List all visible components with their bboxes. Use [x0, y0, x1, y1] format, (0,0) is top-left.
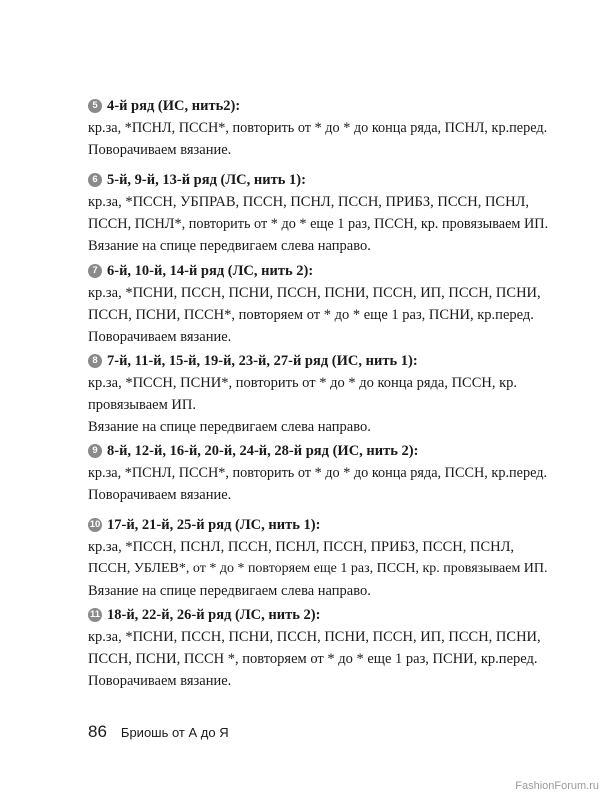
instruction-line: Вязание на спице передвигаем слева направо. — [88, 238, 371, 254]
instruction-line: кр.за, *ПСНИ, ПССН, ПСНИ, ПССН, ПСНИ, ПССН, ИП, ПССН, ПСНИ, — [88, 629, 541, 645]
instruction-section — [88, 169, 548, 257]
instruction-line: ПССН, ПСНИ, ПССН *, повторяем от * до * еще 1 раз, ПСНИ, кр.перед. — [88, 651, 538, 667]
step-number-badge: 11 — [89, 609, 101, 620]
row-heading — [88, 169, 548, 191]
step-number-badge: 10 — [89, 519, 101, 530]
step-number-badge: 9 — [88, 444, 102, 458]
row-heading-text: 6-й, 10-й, 14-й ряд (ЛС, нить 2): — [107, 263, 314, 279]
row-heading — [88, 604, 548, 626]
row-heading-text: 17-й, 21-й, 25-й ряд (ЛС, нить 1): — [107, 517, 321, 533]
instruction-line: кр.за, *ПССН, ПСНИ*, повторить от * до * до конца ряда, ПССН, кр. — [88, 375, 518, 391]
instruction-line — [88, 117, 548, 139]
row-heading — [88, 350, 548, 372]
row-heading-text: 8-й, 12-й, 16-й, 20-й, 24-й, 28-й ряд (ИС, нить 2): — [107, 443, 419, 459]
step-number-badge: 6 — [88, 173, 102, 187]
instruction-line: Поворачиваем вязание. — [88, 142, 232, 158]
page-number: 86 — [88, 722, 107, 741]
instruction-section — [88, 95, 548, 161]
instruction-line: провязываем ИП. — [88, 397, 196, 413]
step-number-badge: 8 — [88, 354, 102, 368]
instruction-section — [88, 514, 548, 602]
row-heading-text: 5-й, 9-й, 13-й ряд (ЛС, нить 1): — [107, 172, 306, 188]
row-heading — [88, 440, 548, 462]
step-number-badge: 7 — [88, 264, 102, 278]
instruction-section — [88, 260, 548, 348]
row-heading-text: 7-й, 11-й, 15-й, 19-й, 23-й, 27-й ряд (ИС, нить 1): — [107, 353, 418, 369]
instruction-line: ПССН, УБЛЕВ*, от * до * повторяем еще 1 раз, ПССН, кр. провязываем ИП. — [88, 561, 548, 576]
instruction-section — [88, 350, 548, 438]
page-footer — [88, 722, 229, 742]
instruction-line: Вязание на спице передвигаем слева направо. — [88, 419, 371, 435]
instruction-section — [88, 440, 548, 506]
instruction-line: Поворачиваем вязание. — [88, 487, 232, 503]
watermark: FashionForum.ru — [515, 780, 599, 792]
row-heading — [88, 95, 548, 117]
instruction-section — [88, 604, 548, 692]
instruction-line: ПССН, ПСНИ, ПССН*, повторяем от * до * еще 1 раз, ПСНИ, кр.перед. — [88, 307, 534, 323]
row-heading-text: 18-й, 22-й, 26-й ряд (ЛС, нить 2): — [107, 607, 321, 623]
row-heading-text: 4-й ряд (ИС, нить2): — [107, 98, 241, 114]
instruction-line: кр.за, *ПССН, ПСНЛ, ПССН, ПСНЛ, ПССН, ПРИБЗ, ПССН, ПСНЛ, — [88, 539, 515, 555]
instruction-line: кр.за, *ПСНИ, ПССН, ПСНИ, ПССН, ПСНИ, ПССН, ИП, ПССН, ПСНИ, — [88, 285, 541, 301]
instruction-line: кр.за, *ПССН, УБПРАВ, ПССН, ПСНЛ, ПССН, ПРИБЗ, ПССН, ПСНЛ, — [88, 194, 530, 210]
row-heading — [88, 514, 548, 536]
instruction-text: кр.за, *ПСНЛ, ПССН*, повторить от * до * до конца ряда, ПСНЛ, кр.перед. — [88, 120, 548, 136]
instruction-line: ПССН, ПСНЛ*, повторить от * до * еще 1 раз, ПССН, кр. провязываем ИП. — [88, 216, 549, 232]
instruction-line: Поворачиваем вязание. — [88, 673, 232, 689]
instruction-line: кр.за, *ПСНЛ, ПССН*, повторить от * до * до конца ряда, ПССН, кр.перед. — [88, 465, 548, 481]
step-number-badge: 5 — [88, 99, 102, 113]
book-title: Бриошь от А до Я — [120, 725, 229, 740]
instruction-line: Поворачиваем вязание. — [88, 329, 232, 345]
row-heading — [88, 260, 548, 282]
instruction-line: Вязание на спице передвигаем слева направо. — [88, 583, 371, 599]
